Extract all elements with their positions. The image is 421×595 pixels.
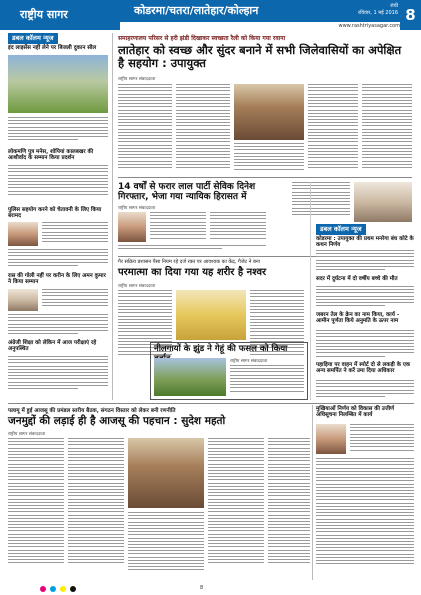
story4-body xyxy=(230,365,304,397)
story3-photo xyxy=(176,290,246,340)
story2-col-3 xyxy=(118,245,266,253)
right-headline-4: पहाड़िया पर वाहन में स्पोर्ट दो से लकड़ी के एक अन्य समर्पित ने करें उमा दिया अधिकार xyxy=(316,362,411,375)
story4-photo xyxy=(154,358,226,396)
right-section-tag: डबल कॉलम न्यूज xyxy=(316,224,366,235)
right-headline-1: कोडरमा : उपायुक्त की प्रथम मनरेगा बंध कोटे के कथन निर्णय xyxy=(316,236,414,249)
left-photo-1 xyxy=(8,55,108,113)
left-body-4a xyxy=(42,289,108,311)
story5-headline: जनमुद्दों की लड़ाई ही है आजसू की पहचान : सुदेश महतो xyxy=(8,415,226,427)
story2-col-2 xyxy=(210,212,266,242)
left-headline-4: रास की गोली नहीं पर करीन के लिए अमन कुमार ने किया सम्मान xyxy=(8,273,106,286)
lead-col-5 xyxy=(362,84,412,174)
left-section-tag: डबल कॉलम न्यूज xyxy=(8,33,58,44)
registration-mark-cyan xyxy=(50,586,56,592)
left-headline-3: पुलिस सहयोग करने को चेतावनी के लिए किया बरामद xyxy=(8,207,102,220)
story5-col-4 xyxy=(208,438,264,578)
story5-kicker: पलामू में हुई आजसू की प्रमंडल स्तरीय बैठक, संगठन विस्तार को लेकर बनी रणनीति xyxy=(8,408,176,414)
lead-col-4 xyxy=(308,84,358,174)
right-photo-5 xyxy=(316,424,346,454)
left-body-3b xyxy=(8,249,108,271)
story4-headline: नीलगायों के झुंड ने गेहूं की फसल को किया xyxy=(154,344,288,354)
left-headline-5: अंग्रेजी शिक्षा को लेकिन में आज परीक्षाएं रहे अनुपस्थित xyxy=(8,340,97,353)
left-column-divider xyxy=(112,33,113,400)
right-headline-2: सदर में दुर्घटना में दो वर्षीय बच्चे की मौत xyxy=(316,276,398,282)
left-body-4b xyxy=(8,314,108,338)
lead-col-1 xyxy=(118,84,172,174)
story4-byline: राष्ट्रीय सागर संवाददाता xyxy=(230,359,268,364)
right-body-5a xyxy=(350,424,414,454)
registration-mark-yellow xyxy=(60,586,66,592)
city: रांची xyxy=(390,3,398,9)
lead-col-2 xyxy=(176,84,230,174)
registration-mark-black xyxy=(70,586,76,592)
section-title: कोडरमा/चतरा/लातेहार/कोल्हान xyxy=(120,0,400,22)
right-body-2 xyxy=(316,286,414,310)
right-body-5b xyxy=(316,458,414,578)
story2-byline: राष्ट्रीय सागर संवाददाता xyxy=(118,206,156,211)
paper-name: राष्ट्रीय सागर xyxy=(0,0,120,30)
lead-headline: लातेहार को स्वच्छ और सुंदर बनाने में सभी जिलेवासियों का अपेक्षित है सहयोग : उपायुक्त xyxy=(118,43,402,71)
masthead xyxy=(0,0,421,30)
bottom-right-divider xyxy=(312,405,313,580)
left-photo-2 xyxy=(8,222,38,246)
story2-photo xyxy=(118,212,146,242)
lead-byline: राष्ट्रीय सागर संवाददाता xyxy=(118,77,156,82)
right-body-1 xyxy=(316,250,414,274)
story3-kicker: गैर सक्रिय प्रशासन पैसा नियम रहे दर्ज रक्त पर आवश्यक का केंद्र, गैजेट ने बना xyxy=(118,259,260,265)
story5-col-5 xyxy=(268,438,310,578)
right-headline-5: मुखियाओं निर्णय को विकास की उत्तीर्ण अधिसूचना निलम्बित में कार्य xyxy=(316,406,395,419)
left-headline-1: इंद लाइसेंस नहीं लेने पर बिजली दुकान सील xyxy=(8,45,97,51)
story5-col-1 xyxy=(8,438,64,578)
mid-right-photo xyxy=(354,182,412,222)
page-number: 8 xyxy=(400,0,421,30)
story5-byline: राष्ट्रीय सागर संवाददाता xyxy=(8,432,46,437)
story3-headline: परमात्मा का दिया गया यह शरीर है नश्वर xyxy=(118,267,267,278)
right-headline-3: जबरन तेल के क्रेन का नाम किया, कार्य - आमीन पूर्णता किये अनुमति के ऊपर नाम xyxy=(316,312,400,325)
right-body-3 xyxy=(316,330,414,360)
lead-photo xyxy=(234,84,304,140)
right-body-4 xyxy=(316,380,414,400)
lead-bottom-rule xyxy=(118,177,412,178)
left-body-5 xyxy=(8,356,108,396)
story3-byline: राष्ट्रीय सागर संवाददाता xyxy=(118,284,156,289)
lead-kicker: समाहरणालय परिसर से हरी झंडी दिखाकर स्वच्छता रैली को किया गया रवाना xyxy=(118,35,286,42)
story5-col-3 xyxy=(128,512,204,578)
story2-col-1 xyxy=(150,212,206,242)
left-headline-2: लोकमणि पुत्र मनेस, शोपियां कालबखर की आशीर्वाद के सम्मान किया प्रदर्शन xyxy=(8,149,94,162)
right-column-divider xyxy=(310,182,311,400)
left-photo-3 xyxy=(8,289,38,311)
website: www.rashtriyasagar.com xyxy=(338,23,400,29)
footer-page-number: 8 xyxy=(200,585,204,591)
mid-right-col-1 xyxy=(292,182,350,222)
story5-col-2 xyxy=(68,438,124,578)
date: रविवार, 1 मई 2016 xyxy=(358,10,398,16)
left-body-3a xyxy=(42,222,108,246)
left-body-2 xyxy=(8,165,108,205)
story5-photo xyxy=(128,438,204,508)
lead-col-3 xyxy=(234,143,304,174)
story2-headline: 14 वर्षों से फरार लाल पार्टी सेविक दिनेश गिरफ्तार, भेजा गया न्यायिक हिरासत में xyxy=(118,182,256,203)
registration-mark-magenta xyxy=(40,586,46,592)
left-body-1 xyxy=(8,117,108,147)
story5-top-rule xyxy=(8,403,414,404)
dateline xyxy=(318,3,398,17)
